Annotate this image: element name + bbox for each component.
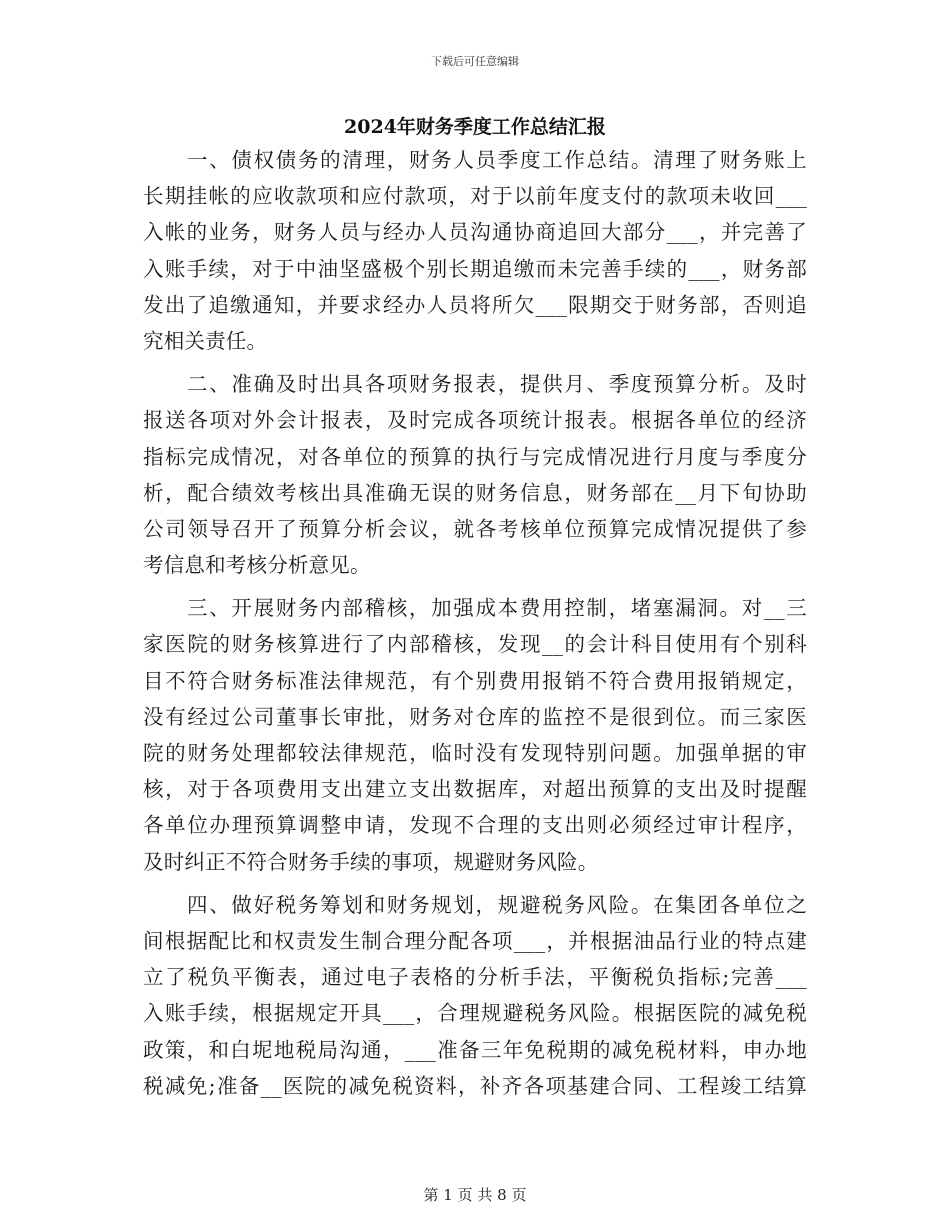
page-number: 第 1 页 共 8 页 (423, 1186, 527, 1204)
paragraph-2-line: 二、准确及时出具各项财务报表，提供月、季度预算分析。及时 (187, 372, 807, 397)
paragraph-3-line: 各单位办理预算调整申请，发现不合理的支出则必须经过审计程序， (143, 813, 807, 838)
paragraph-2-line: 析，配合绩效考核出具准确无误的财务信息，财务部在__月下旬协助 (143, 480, 807, 505)
paragraph-4-line: 立了税负平衡表，通过电子表格的分析手法，平衡税负指标;完善___ (143, 965, 807, 990)
document-title: 2024年财务季度工作总结汇报 (344, 116, 606, 138)
paragraph-1-line: 一、债权债务的清理，财务人员季度工作总结。清理了财务账上 (187, 148, 807, 172)
paragraph-4-line: 税减免;准备__医院的减免税资料，补齐各项基建合同、工程竣工结算 (143, 1073, 807, 1098)
paragraph-1-line: 究相关责任。 (143, 328, 268, 353)
paragraph-3-line: 没有经过公司董事长审批，财务对仓库的监控不是很到位。而三家医 (143, 704, 807, 729)
paragraph-1-line: 入账手续，对于中油坚盛极个别长期追缴而未完善手续的___，财务部 (143, 256, 807, 281)
paragraph-4-line: 间根据配比和权责发生制合理分配各项___，并根据油品行业的特点建 (143, 928, 807, 953)
paragraph-3-line: 目不符合财务标准法律规范，有个别费用报销不符合费用报销规定， (143, 668, 807, 693)
paragraph-1-line: 发出了追缴通知，并要求经办人员将所欠___限期交于财务部，否则追 (143, 292, 807, 317)
paragraph-2-line: 公司领导召开了预算分析会议，就各考核单位预算完成情况提供了参 (143, 516, 807, 541)
paragraph-4-line: 政策，和白坭地税局沟通，___准备三年免税期的减免税材料，申办地 (143, 1037, 807, 1062)
paragraph-4-line: 入账手续，根据规定开具___，合理规避税务风险。根据医院的减免税 (143, 1001, 807, 1026)
paragraph-1-line: 长期挂帐的应收款项和应付款项，对于以前年度支付的款项未收回___ (143, 184, 807, 209)
paragraph-3-line: 核，对于各项费用支出建立支出数据库，对超出预算的支出及时提醒 (143, 777, 807, 802)
page-header-note: 下载后可任意编辑 (431, 55, 519, 68)
paragraph-2-line: 报送各项对外会计报表，及时完成各项统计报表。根据各单位的经济 (143, 408, 807, 433)
paragraph-3-line: 三、开展财务内部稽核，加强成本费用控制，堵塞漏洞。对__三 (187, 596, 807, 621)
paragraph-2-line: 指标完成情况，对各单位的预算的执行与完成情况进行月度与季度分 (143, 444, 807, 469)
paragraph-3-line: 及时纠正不符合财务手续的事项，规避财务风险。 (143, 849, 599, 874)
paragraph-2-line: 考信息和考核分析意见。 (143, 553, 371, 578)
paragraph-4-line: 四、做好税务筹划和财务规划，规避税务风险。在集团各单位之 (187, 892, 807, 917)
document-body (143, 142, 807, 1104)
paragraph-1-line: 入帐的业务，财务人员与经办人员沟通协商追回大部分___，并完善了 (143, 220, 807, 245)
paragraph-3-line: 院的财务处理都较法律规范，临时没有发现特别问题。加强单据的审 (143, 741, 807, 765)
paragraph-3-line: 家医院的财务核算进行了内部稽核，发现__的会计科目使用有个别科 (143, 632, 807, 657)
